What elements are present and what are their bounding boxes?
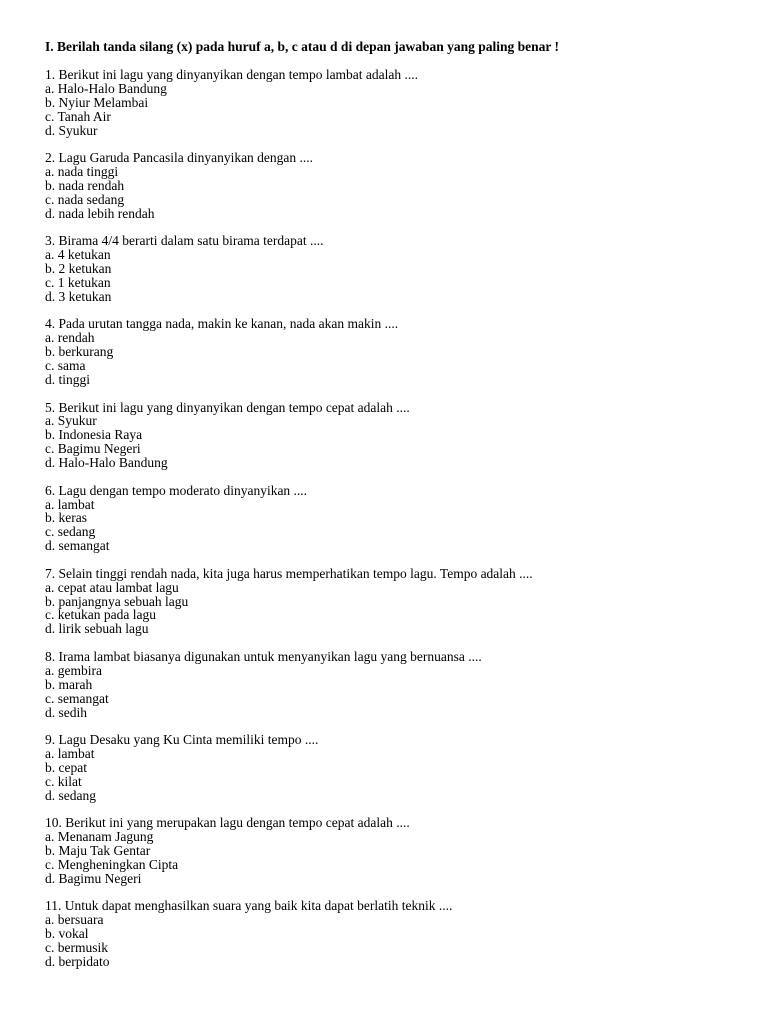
question-text: 3. Birama 4/4 berarti dalam satu birama terdapat .... bbox=[45, 233, 324, 249]
option-a: a. lambat bbox=[45, 496, 95, 512]
question-6 bbox=[45, 484, 745, 554]
option-b: b. keras bbox=[45, 510, 87, 526]
question-text: 9. Lagu Desaku yang Ku Cinta memiliki tempo .... bbox=[45, 732, 319, 747]
option-b: b. 2 ketukan bbox=[45, 261, 112, 277]
option-d: d. berpidato bbox=[45, 953, 110, 969]
option-d: d. tinggi bbox=[45, 372, 91, 387]
question-text: 4. Pada urutan tangga nada, makin ke kanan, nada akan makin .... bbox=[45, 316, 399, 332]
option-d: d. semangat bbox=[45, 538, 110, 554]
option-d: d. lirik sebuah lagu bbox=[45, 621, 149, 637]
question-text: 11. Untuk dapat menghasilkan suara yang baik kita dapat berlatih teknik .... bbox=[45, 898, 453, 914]
question-text: 10. Berikut ini yang merupakan lagu dengan tempo cepat adalah .... bbox=[45, 815, 410, 831]
option-c: c. sama bbox=[45, 358, 86, 374]
option-d: d. sedang bbox=[45, 787, 96, 803]
option-a: a. Syukur bbox=[45, 413, 97, 429]
question-text: 7. Selain tinggi rendah nada, kita juga harus memperhatikan tempo lagu. Tempo adalah .... bbox=[45, 565, 533, 581]
question-text: 8. Irama lambat biasanya digunakan untuk menyanyikan lagu yang bernuansa .... bbox=[45, 648, 482, 664]
question-text: 6. Lagu dengan tempo moderato dinyanyikan .... bbox=[45, 482, 308, 498]
option-b: b. berkurang bbox=[45, 344, 114, 360]
question-4 bbox=[45, 317, 745, 387]
question-11 bbox=[45, 899, 745, 969]
option-d: d. 3 ketukan bbox=[45, 288, 112, 304]
option-b: b. panjangnya sebuah lagu bbox=[45, 593, 189, 609]
option-d: d. Halo-Halo Bandung bbox=[45, 455, 168, 471]
option-b: b. cepat bbox=[45, 759, 87, 775]
question-text: 1. Berikut ini lagu yang dinyanyikan dengan tempo lambat adalah .... bbox=[45, 67, 419, 82]
option-b: b. Maju Tak Gentar bbox=[45, 842, 151, 858]
option-d: d. nada lebih rendah bbox=[45, 205, 155, 221]
option-a: a. lambat bbox=[45, 745, 95, 761]
option-a: a. bersuara bbox=[45, 912, 104, 928]
question-10 bbox=[45, 816, 745, 886]
option-c: c. ketukan pada lagu bbox=[45, 607, 156, 623]
question-1 bbox=[45, 68, 745, 138]
option-c: c. nada sedang bbox=[45, 191, 125, 207]
option-a: a. gembira bbox=[45, 662, 102, 678]
option-a: a. rendah bbox=[45, 330, 95, 346]
option-c: c. Bagimu Negeri bbox=[45, 441, 141, 457]
question-9 bbox=[45, 733, 745, 803]
option-c: c. sedang bbox=[45, 524, 96, 540]
option-d: d. Syukur bbox=[45, 122, 98, 138]
option-b: b. marah bbox=[45, 676, 93, 692]
option-b: b. Nyiur Melambai bbox=[45, 94, 149, 110]
question-text: 5. Berikut ini lagu yang dinyanyikan dengan tempo cepat adalah .... bbox=[45, 399, 410, 415]
option-b: b. nada rendah bbox=[45, 177, 125, 193]
question-2 bbox=[45, 151, 745, 221]
option-c: c. Tanah Air bbox=[45, 108, 111, 124]
option-a: a. 4 ketukan bbox=[45, 247, 111, 263]
question-8 bbox=[45, 650, 745, 720]
option-c: c. kilat bbox=[45, 773, 82, 789]
option-d: d. sedih bbox=[45, 704, 87, 720]
option-b: b. vokal bbox=[45, 926, 89, 942]
instruction-heading: I. Berilah tanda silang (x) pada huruf a, b, c atau d di depan jawaban yang paling benar ! bbox=[45, 39, 559, 54]
option-b: b. Indonesia Raya bbox=[45, 427, 143, 443]
option-a: a. nada tinggi bbox=[45, 164, 119, 180]
option-c: c. Mengheningkan Cipta bbox=[45, 856, 179, 872]
option-a: a. cepat atau lambat lagu bbox=[45, 579, 179, 595]
option-a: a. Halo-Halo Bandung bbox=[45, 80, 167, 96]
option-c: c. bermusik bbox=[45, 939, 108, 955]
option-c: c. 1 ketukan bbox=[45, 274, 111, 290]
document-page bbox=[45, 40, 745, 982]
question-5 bbox=[45, 401, 745, 471]
option-c: c. semangat bbox=[45, 690, 109, 706]
question-text: 2. Lagu Garuda Pancasila dinyanyikan dengan .... bbox=[45, 150, 314, 166]
question-3 bbox=[45, 234, 745, 304]
option-a: a. Menanam Jagung bbox=[45, 829, 154, 845]
question-7 bbox=[45, 567, 745, 637]
option-d: d. Bagimu Negeri bbox=[45, 870, 142, 886]
